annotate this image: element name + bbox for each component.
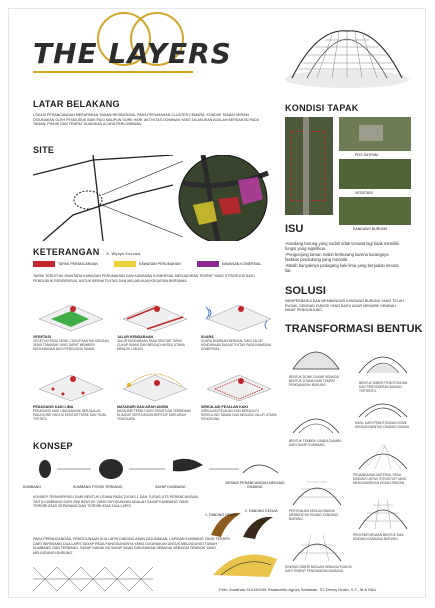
photo-vegetasi [339, 159, 411, 189]
label-pos-satpam: POS SATPAM [355, 153, 378, 157]
wing-label-2: 2. DINDING KEDUA [245, 509, 278, 513]
analysis-item-sirkulasi [201, 405, 277, 421]
konsep-step-4: DESAIN PERANCANGAN MENJADI DINDING [225, 481, 285, 489]
isu-item: -Pengunjung taman makin berkurang karena kurangnya fasilitas pendukung yang menarik. [285, 251, 389, 263]
footer-credit: Felix Jonathan-315190155-Parametric-Agnes Setiawan, ST-Denny Husin, S.T., M.A H&U [219, 587, 377, 592]
konsep-heading: KONSEP [33, 441, 73, 451]
latar-belakang-text: LOKASI PERANCANGAN MERUPAKAN TAMAN RESIDENSIAL PADA PERUMAHAN CLUSTER CEMARA. KONDISI TAMAN SERING DIGUNAKAN OLEH PENDUDUK BAIK PAGI MAUPUN SORE HARI. AKTIVITAS DOMINAN YANG DILAKUKAN ADALAH BERSANTAI PADA TAMAN, PIKNIK DAN TEMPAT DUADIKAN ACARA PERLOMBAAN. [33, 113, 259, 127]
transform-step-4: BENTUK TEMBOK GANDA DIAMBIL DARI SAYAP KUMBANG. [289, 439, 342, 447]
photo-kandang-burung [339, 197, 411, 225]
legend [33, 261, 283, 267]
transform-step-1-render [289, 339, 343, 375]
keterangan-heading [33, 247, 141, 257]
konsep-step-3: SAYAP KUMBANG [155, 485, 186, 489]
transform-step-6: PERTEMUAN KEDUA DINDING MEMBENTUK RUANG KANDANG BURUNG. [289, 509, 339, 521]
aerial-road [303, 117, 309, 215]
analysis-text: JALUR KENDARAAN PADA SEKITAR TAPAK CUKUP RAMAI DAN MENJADI AKSES UTAMA MENUJU LOKASI. [117, 339, 185, 351]
analysis-item-suara [201, 335, 277, 351]
site-heading: SITE [33, 145, 55, 155]
analysis-grid [33, 297, 277, 437]
transformasi-heading: TRANSFORMASI BENTUK [285, 323, 423, 335]
legend-label: TAPAK PERANCANGAN [58, 261, 99, 266]
konsep-step-2: KUMBANG POSISI TERBANG [73, 485, 123, 489]
transform-step-3: HASIL DARI PEMOTONGAN DOME DENGAN BENTUK DINDING GANDA. [355, 421, 410, 429]
photo-pos-satpam [339, 117, 411, 151]
analysis-item-vegetasi [33, 335, 109, 351]
solusi-heading: SOLUSI [285, 285, 326, 297]
legend-swatch [114, 261, 136, 267]
analysis-title: VEGETASI [33, 335, 51, 339]
keterangan-title: KETERANGAN [33, 247, 100, 257]
analysis-text: PEDAGANG KAKI LIMA BANYAK BERJUALAN PADA SORE HARI DI SEKITAR TAPAK DAN TIDAK TERTATA. [33, 409, 107, 421]
analysis-diagram-pkl [33, 367, 109, 403]
pavilion-render [277, 23, 417, 93]
aerial-photo [285, 117, 333, 215]
pos-satpam-building [359, 125, 383, 141]
isu-item: -Kandang burung yang sudah tidak terawat lagi tidak memiliki fungsi yang signifikan. [285, 241, 400, 252]
poster-title: THE LAYERS [33, 37, 232, 70]
legend-label: KAWASAN KOMERSIAL [221, 261, 262, 266]
transform-step-3-render [355, 393, 411, 421]
analysis-diagram-vegetasi [33, 297, 109, 333]
transform-step-5: PENAMBAHAN MATERIAL PADA DINDING UNTUK STRUKTUR YANG MENGHADIRKAN KESAN RINGAN. [353, 473, 407, 485]
analysis-title: PEDAGANG KAKI LIMA [33, 405, 74, 409]
analysis-text: MATAHARI TERBIT DARI TIMUR DAN TERBENAM DI BARAT SERTA ANGIN BERTIUP DARI ARAH TENGGARA. [117, 409, 191, 421]
lattice-pattern [33, 567, 153, 591]
title-underline [33, 71, 193, 73]
analysis-title: JALUR KENDARAAN [117, 335, 154, 339]
analysis-title: SUARA [201, 335, 214, 339]
transform-step-5-render [355, 441, 411, 473]
legend-item-tapak [33, 261, 98, 267]
keterangan-text: TAPAK TERLETAK DIANTARA KAWASAN PERUMAHAN DAN KAWASAN KOMERSIAL MENJADIKAN TEMPAT YANG STRATEGIS BAGI PENDUDUK RESIDENSIAL UNTUK BERAKTIVITAS DAN MELAKUKAN KEGIATAN BERSAMA. [33, 274, 255, 283]
label-vegetasi: VEGETASI [355, 191, 373, 195]
konsep-step-1: KUMBANG [23, 485, 42, 489]
analysis-text: SUARA DOMINAN BERASAL DARI JALUR KENDARAAN DAN AKTIVITAS PADA KAWASAN KOMERSIAL. [201, 339, 271, 351]
site-map [33, 155, 279, 241]
analysis-item-matahari [117, 405, 193, 421]
isu-list [285, 241, 403, 273]
wing-render [209, 549, 281, 579]
legend-swatch [33, 261, 55, 267]
transform-step-7-render [355, 493, 411, 533]
transform-step-8: PENYEMPURNAAN BENTUK DAN DINDING KANDANG BURUNG. [353, 533, 404, 541]
kondisi-tapak-heading: KONDISI TAPAK [285, 103, 359, 113]
latar-belakang-heading: LATAR BELAKANG [33, 99, 120, 109]
isu-heading: ISU [285, 223, 304, 235]
legend-swatch [197, 261, 219, 267]
analysis-item-jalur [117, 335, 193, 351]
label-kandang-burung: KANDANG BURUNG [353, 227, 388, 231]
wing-label-1: 1. DINDING UTAMA [205, 513, 238, 517]
konsep-text-2: PADA PERANCANGAN, PENGGUNAAN DUA LAPIS DINDING AKAN DIGUNAKAN. LAPISAN KUMBANG YANG TERDIRI DARI SEPASANG DUA LAPIS SAYAP PADA PUNGGUNGNYA YANG DIGUNAKAN UNTUK MELINDUNGI TUBUH KUMBANG DAN TERBANG. SAYAP KAKAK INI SAYAP AKAN DIGUNAKAN SEBAGAI SEBAGAI TEMBOK YANG MELINDUNGI BURUNG. [33, 537, 230, 555]
transform-step-8-render [289, 529, 345, 565]
transform-step-4-render [289, 407, 343, 437]
poster [8, 8, 426, 598]
legend-item-perumahan [114, 261, 181, 267]
analysis-text: SIRKULASI PEJALAN KAKI BERADA DI SEKELILING TAMAN DAN MENJADI JALUR UTAMA PENGGUNA. [201, 409, 277, 421]
transform-step-1: BENTUK DOME DASAR SEBAGAI BENTUK UTAMA DARI TEMPAT PENGAMATAN BURUNG. [289, 375, 340, 387]
konsep-text-1: KONSEP TERINSPIRASI DARI BENTUK UTAMA PADA TUGAS 1 DAN TUGAS UTS PERANCANGAN, YAITU KUMBANG DARI SINI BENTUK YANG DIFOKUSKAN ADALAH SAYAP KUMBANG YANG TERDIRI ATAS SEPASANG DAN TERDIRI ATAS DUA LAPIS. [33, 495, 199, 509]
analysis-title: SIRKULASI PEJALAN KAKI [201, 405, 248, 409]
analysis-diagram-suara [201, 297, 277, 333]
transform-step-7: DINDING DIBERI BUKAAN SEBAGAI FUNGSI DARI TEMPAT PENGAMATAN BURUNG. [285, 565, 352, 573]
transform-step-2-render [355, 343, 411, 379]
legend-label: KAWASAN PERUMAHAN [139, 261, 181, 266]
solusi-text: MEMPERBARUI DAN MEMBANGUN KANDANG BURUNG YANG TELAH RUSAK, DENGAN FUNGSI YANG BARU AGAR MENARIK KEMBALI MINAT PENGUNJUNG. [285, 299, 404, 313]
analysis-title: MATAHARI DAN ARAH ANGIN [117, 405, 169, 409]
transform-step-2: BENTUK DIBERI PEMOTONGAN DAN PERGESERAN BAGIAN TERTENTU. [359, 381, 408, 393]
legend-item-komersial [197, 261, 262, 267]
analysis-diagram-jalur [117, 297, 193, 333]
transform-step-6-render [289, 473, 345, 509]
analysis-diagram-matahari [117, 367, 193, 403]
analysis-item-pkl [33, 405, 109, 421]
analysis-diagram-sirkulasi [201, 367, 277, 403]
keterangan-source: A. Wijaya Kusuma [106, 252, 141, 256]
analysis-text: VEGETASI PADA TAPAK CUKUP BANYAK DENGAN JENIS TANAMAN YANG DAPAT MEMBERI KENYAMANAN BAGI PENGGUNA TAMAN. [33, 339, 109, 351]
isu-item: -Masih banyaknya pedagang kaki lima yang berjualan secara liar. [285, 262, 399, 274]
